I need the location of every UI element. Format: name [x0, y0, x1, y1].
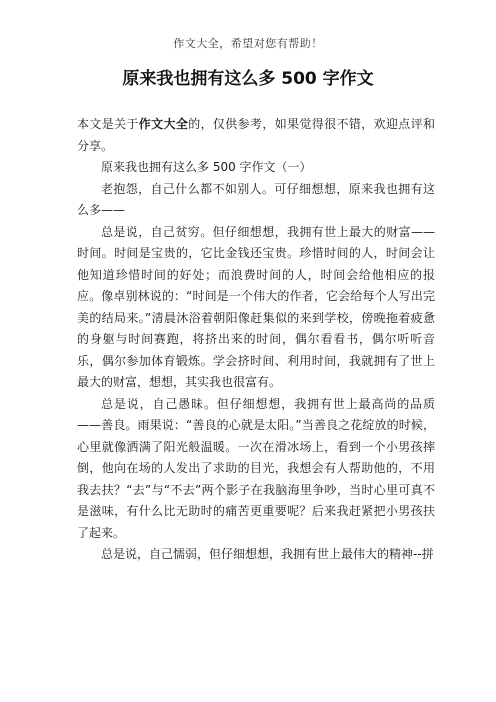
intro-text-before: 本文是关于	[77, 117, 139, 131]
body-paragraph: 总是说，自己愚昧。但仔细想想，我拥有世上最高尚的品质——善良。雨果说：“善良的心就是太阳。”当善良之花绽放的时候，心里就像洒满了阳光般温暖。一次在滑冰场上，看到一个小男孩摔倒，他向在场的人发出了求助的目光，我想会有人帮助他的，不用我去扶？“去”与“不去”两个影子在我脑海里争吵，当时心里可真不是滋味，有什么比无助时的痛苦更重要呢？后来我赶紧把小男孩扶了起来。	[77, 396, 435, 540]
body-paragraph: 总是说，自己贫穷。但仔细想想，我拥有世上最大的财富——时间。时间是宝贵的，它比金钱还宝贵。珍惜时间的人，时间会让他知道珍惜时间的好处；而浪费时间的人，时间会给他相应的报应。像卓别林说的：“时间是一个伟大的作者，它会给每个人写出完美的结局来。”清晨沐浴着朝阳像赶集似的来到学校，傍晚拖着疲惫的身躯与时间赛跑，将挤出来的时间，偶尔看看书，偶尔听听音乐，偶尔参加体育锻炼。学会挤时间、利用时间，我就拥有了世上最大的财富，想想，其实我也很富有。	[77, 224, 435, 389]
body-paragraph: 总是说，自己懦弱，但仔细想想，我拥有世上最伟大的精神--拼	[101, 547, 434, 561]
header-note: 作文大全，希望对您有帮助！	[173, 37, 323, 50]
document-title: 原来我也拥有这么多 500 字作文	[122, 69, 374, 89]
intro-text-after: 的，仅供参考，如果觉得很不错，欢迎点评和分享。	[77, 117, 435, 153]
body-paragraph: 老抱怨，自己什么都不如别人。可仔细想想，原来我也拥有这么多——	[77, 181, 435, 217]
intro-paragraph	[77, 114, 435, 157]
document-body	[77, 114, 435, 566]
intro-text-bold: 作文大全	[138, 117, 189, 131]
essay-subtitle: 原来我也拥有这么多 500 字作文（一）	[101, 160, 312, 174]
